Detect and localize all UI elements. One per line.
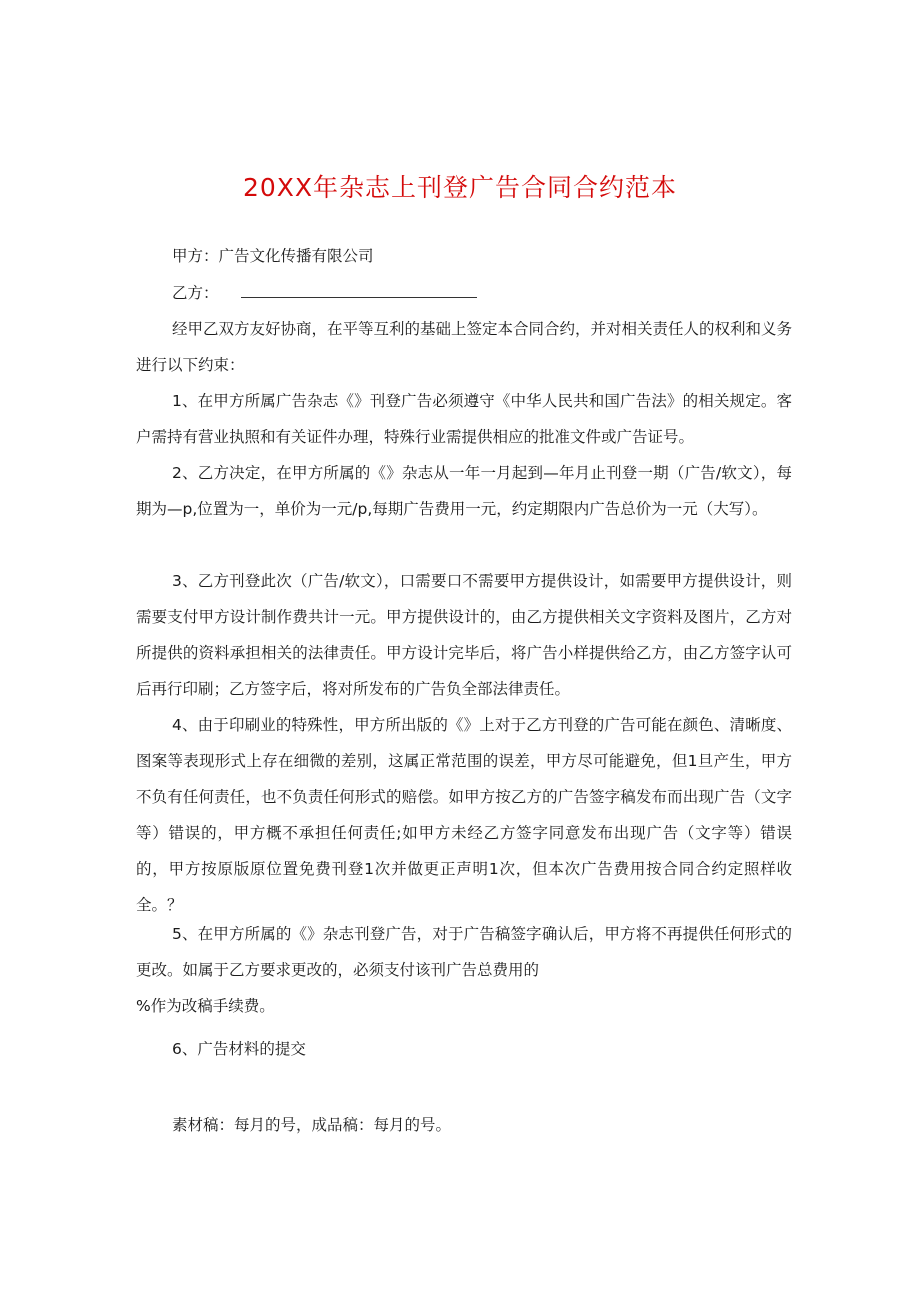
- clause-6: 6、广告材料的提交: [172, 1040, 306, 1058]
- clause-5-continuation: %作为改稿手续费。: [136, 997, 275, 1015]
- clause-1: 1、在甲方所属广告杂志《》刊登广告必须遵守《中华人民共和国广告法》的相关规定。客户需持有营业执照和有关证件办理，特殊行业需提供相应的批准文件或广告证号。: [136, 392, 792, 446]
- party-b-blank: [241, 283, 477, 298]
- clause-2: 2、乙方决定，在甲方所属的《》杂志从一年一月起到—年月止刊登一期（广告/软文），每期为—p,位置为一，单价为一元/p,每期广告费用一元，约定期限内广告总价为一元（大写）。: [136, 464, 792, 518]
- clause-3: 3、乙方刊登此次（广告/软文），口需要口不需要甲方提供设计，如需要甲方提供设计，则需要支付甲方设计制作费共计一元。甲方提供设计的，由乙方提供相关文字资料及图片，乙方对所提供的资料承担相关的法律责任。甲方设计完毕后，将广告小样提供给乙方，由乙方签字认可后再行印刷；乙方签字后，将对所发布的广告负全部法律责任。: [136, 572, 792, 698]
- materials-line: 素材稿：每月的号，成品稿：每月的号。: [172, 1116, 452, 1134]
- party-b-label: 乙方：: [172, 284, 219, 302]
- clause-5: 5、在甲方所属的《》杂志刊登广告，对于广告稿签字确认后，甲方将不再提供任何形式的更改。如属于乙方要求更改的，必须支付该刊广告总费用的: [136, 925, 792, 979]
- document-title: 20XX年杂志上刊登广告合同合约范本: [242, 173, 678, 202]
- party-b-line: [172, 283, 477, 303]
- party-a-line: 甲方：广告文化传播有限公司: [172, 247, 374, 265]
- clause-4: 4、由于印刷业的特殊性，甲方所出版的《》上对于乙方刊登的广告可能在颜色、清晰度、图案等表现形式上存在细微的差别，这属正常范围的误差，甲方尽可能避免，但1旦产生，甲方不负有任何责任，也不负责任何形式的赔偿。如甲方按乙方的广告签字稿发布而出现广告（文字等）错误的，甲方概不承担任何责任;如甲方未经乙方签字同意发布出现广告（文字等）错误的，甲方按原版原位置免费刊登1次并做更正声明1次，但本次广告费用按合同合约定照样收全。？: [136, 716, 792, 914]
- intro-paragraph: 经甲乙双方友好协商，在平等互利的基础上签定本合同合约，并对相关责任人的权利和义务进行以下约束：: [136, 320, 793, 374]
